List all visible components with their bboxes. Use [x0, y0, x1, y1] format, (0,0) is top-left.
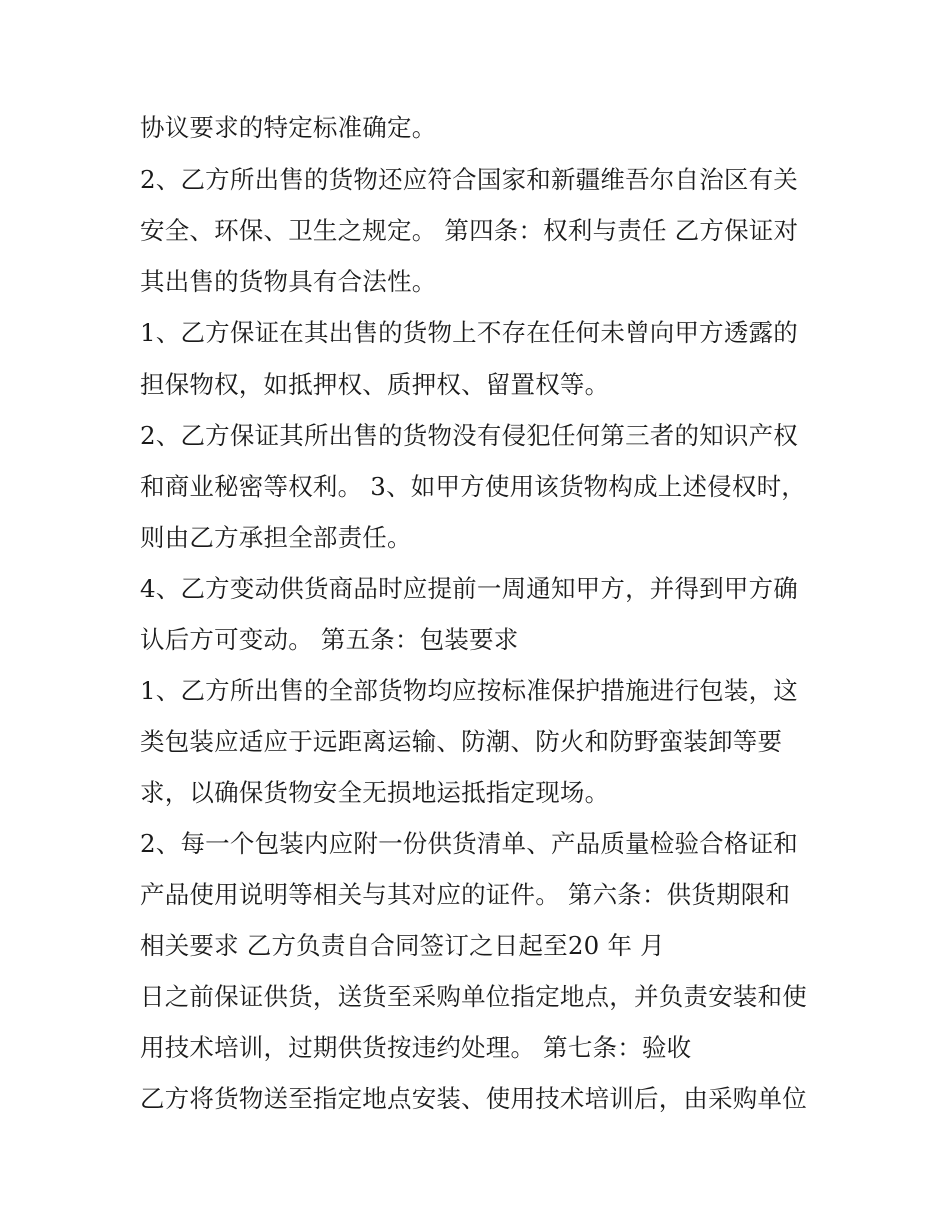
text-line: 则由乙方承担全部责任。	[140, 523, 412, 552]
text-line: 用技术培训，过期供货按违约处理。 第七条：验收	[140, 1033, 692, 1062]
text-line: 协议要求的特定标准确定。	[140, 113, 437, 142]
text-line: 担保物权，如抵押权、质押权、留置权等。	[140, 370, 610, 399]
text-line: 日之前保证供货，送货至采购单位指定地点，并负责安装和使	[140, 982, 807, 1011]
text-line: 求，以确保货物安全无损地运抵指定现场。	[140, 778, 610, 807]
text-line: 1、乙方保证在其出售的货物上不存在任何未曾向甲方透露的	[140, 318, 798, 347]
text-line: 安全、环保、卫生之规定。 第四条：权利与责任 乙方保证对	[140, 216, 799, 245]
text-line: 认后方可变动。 第五条：包装要求	[140, 625, 519, 654]
text-line: 2、乙方所出售的货物还应符合国家和新疆维吾尔自治区有关	[140, 165, 798, 194]
text-line: 1、乙方所出售的全部货物均应按标准保护措施进行包装，这	[140, 676, 798, 705]
text-line: 乙方将货物送至指定地点安装、使用技术培训后，由采购单位	[140, 1084, 807, 1113]
text-line: 2、乙方保证其所出售的货物没有侵犯任何第三者的知识产权	[140, 421, 798, 450]
text-line: 和商业秘密等权利。 3、如甲方使用该货物构成上述侵权时，	[140, 472, 806, 501]
text-line: 2、每一个包装内应附一份供货清单、产品质量检验合格证和	[140, 829, 798, 858]
text-line: 相关要求 乙方负责自合同签订之日起至20 年 月	[140, 931, 665, 960]
text-line: 产品使用说明等相关与其对应的证件。 第六条：供货期限和	[140, 880, 791, 909]
text-line: 其出售的货物具有合法性。	[140, 267, 437, 296]
text-line: 4、乙方变动供货商品时应提前一周通知甲方，并得到甲方确	[140, 574, 798, 603]
text-line: 类包装应适应于远距离运输、防潮、防火和防野蛮装卸等要	[140, 727, 783, 756]
